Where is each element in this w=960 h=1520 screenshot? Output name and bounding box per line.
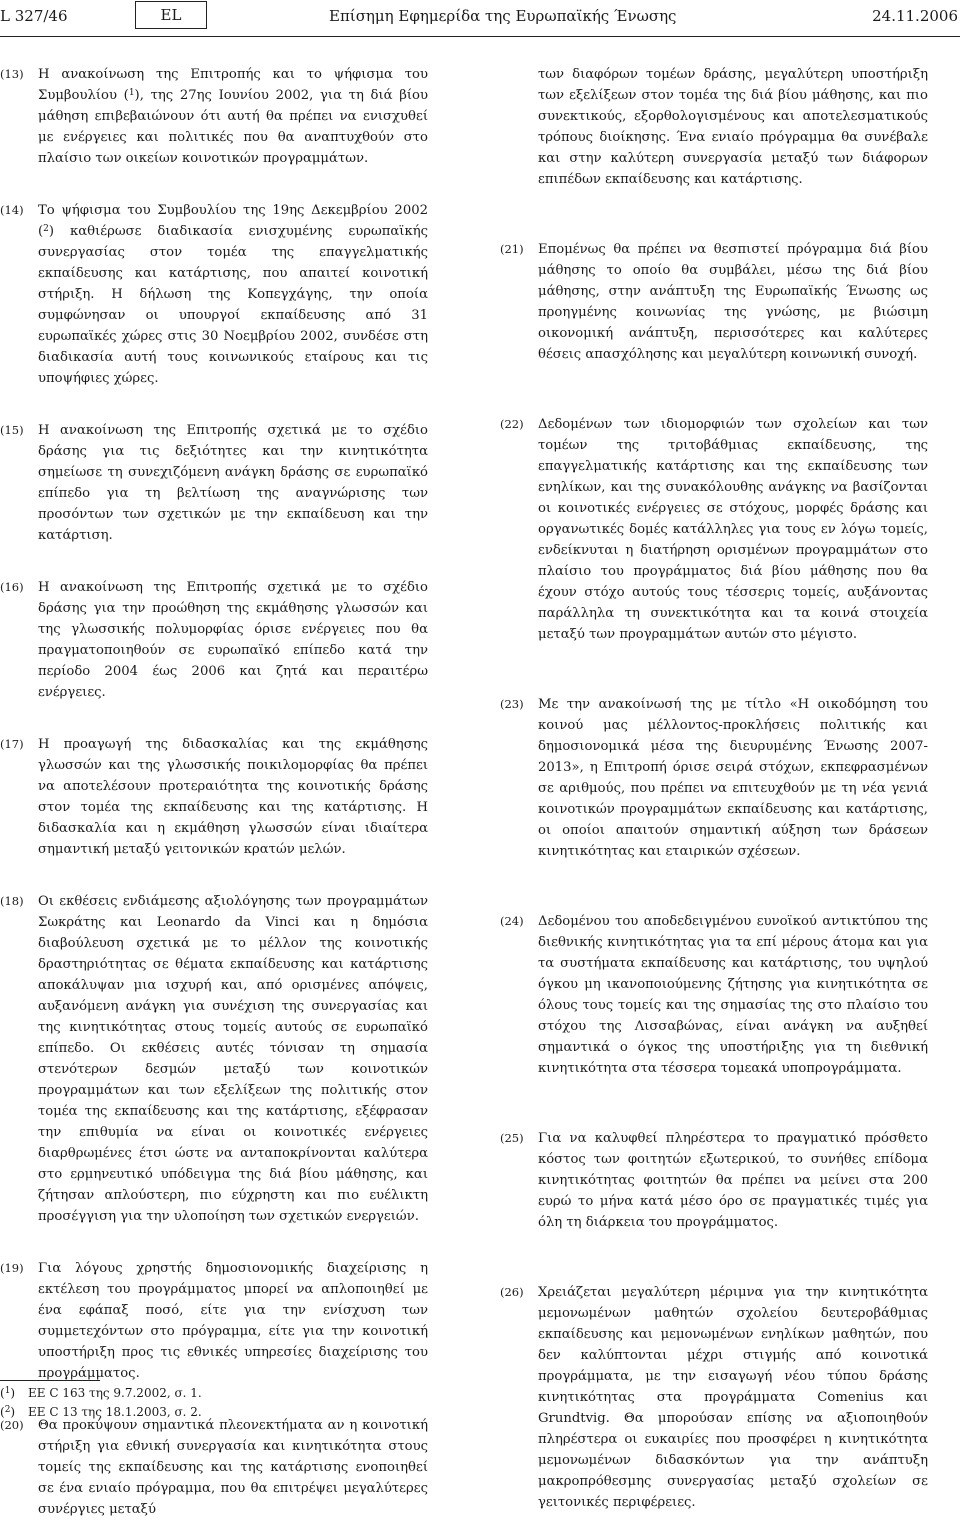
footnote-reference: 1 (128, 88, 135, 98)
recital-number: (14) (0, 203, 24, 217)
footnote (0, 1384, 440, 1403)
header-divider (0, 36, 960, 37)
recital-text: Επομένως θα πρέπει να θεσπιστεί πρόγραμμα διά βίου μάθησης το οποίο θα συμβάλει, μέσω της διά βίου μάθησης, στην ανάπτυξη της Ευρωπαϊκής Ένωσης ως προηγμένης κοινωνίας της γνώσης, με βιώσιμη οικονομική ανάπτυξη, περισσότερες και καλύτερες θέσεις απασχόλησης και μεγαλύτερη κοινωνική συνοχή. (538, 242, 928, 362)
recital-number: (22) (500, 417, 524, 431)
recital-paragraph (0, 200, 428, 389)
recital-number: (20) (0, 1418, 24, 1432)
footnote-mark: ($^1$) (0, 1386, 16, 1400)
recital-text: Με την ανακοίνωσή της με τίτλο «Η οικοδόμηση του κοινού μας μέλλοντος-προκλήσεις πολιτικής και δημοσιονομικά μέσα της διευρυμένης Ένωσης 2007-2013», η Επιτροπή όρισε σειρά στόχων, εκπεφρασμένων σε αριθμούς, που πρέπει να επιτευχθούν με τη νέα γενιά κοινοτικών προγραμμάτων εκπαίδευσης και κατάρτισης, οι οποίοι απαιτούν σημαντική αύξηση των δράσεων κινητικότητας και εταιρικών σχέσεων. (538, 697, 928, 859)
footnote-mark-number: 2 (4, 1405, 11, 1415)
recital-number: (18) (0, 894, 24, 908)
recital-paragraph (0, 1258, 428, 1384)
footnote-mark: ($^2$) (0, 1405, 16, 1419)
recital-paragraph (0, 420, 428, 546)
recital-number: (25) (500, 1131, 524, 1145)
footnote-text: ΕΕ C 13 της 18.1.2003, σ. 2. (28, 1405, 202, 1419)
journal-title: Επίσημη Εφημερίδα της Ευρωπαϊκής Ένωσης (329, 7, 677, 25)
recital-paragraph (0, 734, 428, 860)
recital-paragraph (0, 577, 428, 703)
recital-number: (13) (0, 67, 24, 81)
recital-text-continued: ) καθιέρωσε διαδικασία ενισχυμένης ευρωπαϊκής συνεργασίας στον τομέα της επαγγελματικής εκπαίδευσης και κατάρτισης, που απαιτεί κοινοτική στήριξη. Η δήλωση της Κοπεγχάγης, την οποία συμφώνησαν οι υπουργοί εκπαίδευσης από 31 ευρωπαϊκές χώρες στις 30 Νοεμβρίου 2002, συνδέσε στη διαδικασία αυτή τους κοινωνικούς εταίρους και τις υποψήφιες χώρες. (38, 224, 428, 386)
recital-paragraph (500, 64, 928, 190)
recital-number: (23) (500, 697, 524, 711)
recital-text: Το ψήφισμα του Συμβουλίου της 19ης Δεκεμβρίου 2002 ( (38, 203, 428, 239)
recital-text: Δεδομένου του αποδεδειγμένου ευνοϊκού αντικτύπου της διεθνικής κινητικότητας για τα επί μέρους άτομα και για τα συστήματα εκπαίδευσης και κατάρτισης, του υψηλού όγκου μη ικανοποιούμενης ζήτησης για κινητικότητα σε όλους τους τομείς και της σημασίας της στο πλαίσιο του στόχου της Λισσαβώνας, είναι ανάγκη να αυξηθεί σημαντικά ο όγκος της υποστήριξης για τη διεθνική κινητικότητα στα τέσσερα τομεακά υποπρογράμματα. (538, 914, 928, 1076)
recital-paragraph (500, 414, 928, 645)
footnotes (0, 1384, 440, 1422)
recital-text: Για λόγους χρηστής δημοσιονομικής διαχείρισης η εκτέλεση του προγράμματος μπορεί να απλοποιηθεί με ένα εφάπαξ ποσό, είτε για την ενίσχυση των συμμετεχόντων στο πρόγραμμα, είτε για την κοινοτική υποστήριξη προς τις εθνικές υπηρεσίες διαχείρισης του προγράμματος. (38, 1261, 428, 1381)
footnote-divider (0, 1380, 100, 1381)
recital-paragraph (500, 239, 928, 365)
recital-text: των διαφόρων τομέων δράσης, μεγαλύτερη υποστήριξη των εξελίξεων στον τομέα της διά βίου μάθησης, και πιο συνεκτικούς, εξορθολογισμένους και αποτελεσματικούς τρόπους διοίκησης. Ένα ενιαίο πρόγραμμα θα συνέβαλε και στην καλύτερη συνεργασία μεταξύ των διάφορων επιπέδων εκπαίδευσης και κατάρτισης. (538, 67, 928, 187)
footnote-text: ΕΕ C 163 της 9.7.2002, σ. 1. (28, 1386, 202, 1400)
recital-text: Χρειάζεται μεγαλύτερη μέριμνα για την κινητικότητα μεμονωμένων μαθητών σχολείου δευτεροβάθμιας εκπαίδευσης και μεμονωμένων ενηλίκων μαθητών, που δεν καλύπτονται μέχρι στιγμής από κοινοτικά προγράμματα, με την εισαγωγή νέου τύπου δράσης κινητικότητας στα προγράμματα Comenius και Grundtvig. Θα μπορούσαν επίσης να αξιοποιηθούν πληρέστερα οι ευκαιρίες που προσφέρει η κινητικότητα μεμονωμένων διδασκόντων για την ανάπτυξη μακροπρόθεσμης συνεργασίας μεταξύ σχολείων σε γειτονικές περιφέρειες. (538, 1285, 928, 1510)
recital-paragraph (500, 1128, 928, 1233)
recital-number: (26) (500, 1285, 524, 1299)
recital-text: Θα προκύψουν σημαντικά πλεονεκτήματα αν η κοινοτική στήριξη για εθνική συνεργασία και κινητικότητα στους τομείς της εκπαίδευσης και της κατάρτισης ενοποιηθεί σε ένα ενιαίο πρόγραμμα, που θα επιτρέψει μεγαλύτερες συνέργιες μεταξύ (38, 1418, 428, 1517)
recital-paragraph (500, 694, 928, 862)
recital-text: Οι εκθέσεις ενδιάμεσης αξιολόγησης των προγραμμάτων Σωκράτης και Leonardo da Vinci και η δημόσια διαβούλευση σχετικά με το μέλλον της κοινοτικής δραστηριότητας σε θέματα εκπαίδευσης και κατάρτισης αποκάλυψαν μια ισχυρή και, από ορισμένες απόψεις, αυξανόμενη ανάγκη για συνέχιση της συνεργασίας και της κινητικότητας στους τομείς αυτούς σε ευρωπαϊκό επίπεδο. Οι εκθέσεις αυτές τόνισαν τη σημασία στενότερων δεσμών μεταξύ των κοινοτικών προγραμμάτων και των εξελίξεων της πολιτικής στον τομέα της εκπαίδευσης και της κατάρτισης, εξέφρασαν την επιθυμία να είναι οι κοινοτικές ενέργειες διαρθρωμένες έτσι ώστε να ανταποκρίνονται καλύτερα στο ερμηνευτικό υπόδειγμα της διά βίου μάθησης, και ζήτησαν απλούστερη, πιο εύχρηστη και πιο ευέλικτη προσέγγιση για την υλοποίηση των σχετικών ενεργειών. (38, 894, 428, 1224)
recital-text: Η ανακοίνωση της Επιτροπής σχετικά με το σχέδιο δράσης για την προώθηση της εκμάθησης γλωσσών και της γλωσσικής πολυμορφίας όρισε ενέργειες που θα πραγματοποιηθούν σε ευρωπαϊκό επίπεδο κατά την περίοδο 2004 έως 2006 και ζητά και περαιτέρω ενέργειες. (38, 580, 428, 700)
recital-number: (19) (0, 1261, 24, 1275)
recital-text-continued: ), της 27ης Ιουνίου 2002, για τη διά βίου μάθηση επιβεβαιώνουν ότι αυτή θα πρέπει να ενισχυθεί με ενέργειες και πολιτικές που θα αναπτυχθούν στο πλαίσιο των οικείων κοινοτικών προγραμμάτων. (38, 88, 428, 166)
recital-text: Η ανακοίνωση της Επιτροπής σχετικά με το σχέδιο δράσης για τις δεξιότητες και την κινητικότητα σημείωσε τη συνεχιζόμενη ανάγκη δράσης σε ευρωπαϊκό επίπεδο για τη βελτίωση της αναγνώρισης των προσόντων των σχετικών με την εκπαίδευση και την κατάρτιση. (38, 423, 428, 543)
recital-number: (21) (500, 242, 524, 256)
recital-paragraph (0, 1415, 428, 1520)
recital-number: (24) (500, 914, 524, 928)
right-column (500, 64, 928, 1513)
recital-paragraph (500, 911, 928, 1079)
footnote (0, 1403, 440, 1422)
recital-number: (16) (0, 580, 24, 594)
recital-number: (15) (0, 423, 24, 437)
language-code-box: EL (135, 1, 207, 29)
left-column (0, 64, 428, 1520)
recital-text: Για να καλυφθεί πληρέστερα το πραγματικό πρόσθετο κόστος των φοιτητών εξωτερικού, το συνήθες επίδομα κινητικότητας φοιτητών θα πρέπει να μείνει στα 200 ευρώ το μήνα κατά μέσο όρο σε πραγματικές τιμές για όλη τη διάρκεια του προγράμματος. (538, 1131, 928, 1230)
recital-paragraph (500, 1282, 928, 1513)
recital-number: (17) (0, 737, 24, 751)
recital-paragraph (0, 64, 428, 169)
footnote-mark-number: 1 (4, 1386, 11, 1396)
page-reference: L 327/46 (0, 7, 68, 25)
recital-text: Η ανακοίνωση της Επιτροπής και το ψήφισμα του Συμβουλίου ( (38, 67, 428, 103)
footnote-reference: 2 (43, 224, 49, 234)
publication-date: 24.11.2006 (872, 7, 958, 25)
recital-text: Η προαγωγή της διδασκαλίας και της εκμάθησης γλωσσών και της γλωσσικής ποικιλομορφίας θα πρέπει να αποτελέσουν προτεραιότητα της κοινοτικής δράσης στον τομέα της εκπαίδευσης και της κατάρτισης. Η διδασκαλία και η εκμάθηση γλωσσών είναι ιδιαίτερα σημαντική μεταξύ γειτονικών κρατών μελών. (38, 737, 428, 857)
page-header (0, 0, 960, 32)
recital-paragraph (0, 891, 428, 1227)
recital-text: Δεδομένων των ιδιομορφιών των σχολείων και των τομέων της τριτοβάθμιας εκπαίδευσης, της επαγγελματικής κατάρτισης και της εκπαίδευσης των ενηλίκων, και της συνακόλουθης ανάγκης να βασίζονται οι κοινοτικές ενέργειες σε στόχους, μορφές δράσης και οργανωτικές δομές κατάλληλες για τους εν λόγω τομείς, ενδείκνυται η διατήρηση ορισμένων προγραμμάτων στο πλαίσιο του προγράμματος διά βίου μάθησης που θα έχουν στόχο αυτούς τους τέσσερις τομείς, αυξάνοντας παράλληλα τη συνεκτικότητα και τα κοινά στοιχεία μεταξύ των προγραμμάτων αυτών στο μέγιστο. (538, 417, 928, 642)
